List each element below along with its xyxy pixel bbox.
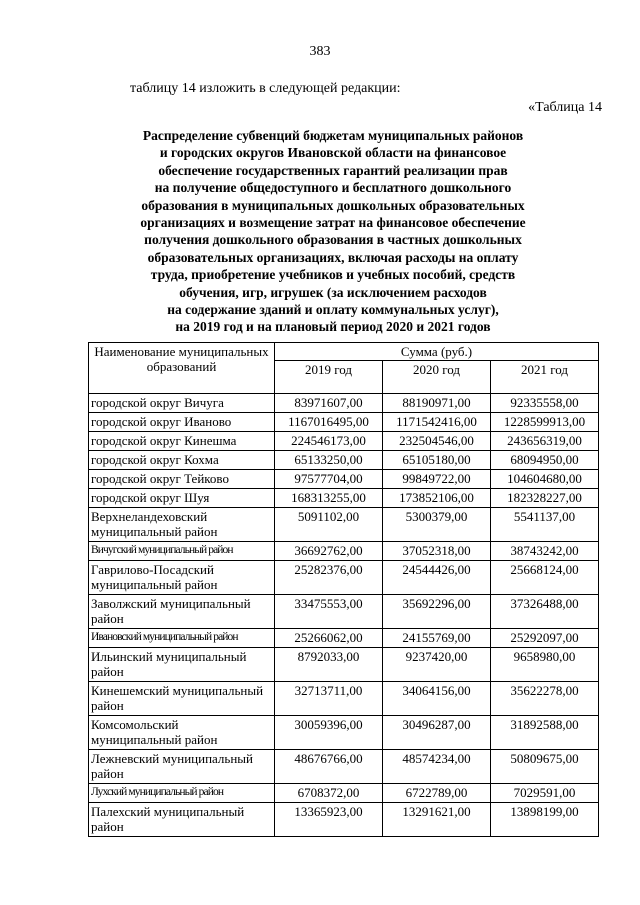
table-row — [89, 470, 599, 489]
header-year-2021: 2021 год — [491, 361, 599, 394]
table-row — [89, 561, 599, 595]
title-line: образования в муниципальных дошкольных образовательных — [141, 197, 525, 213]
row-value-2019: 33475553,00 — [275, 595, 383, 629]
table-row — [89, 489, 599, 508]
row-value-2020: 24544426,00 — [383, 561, 491, 595]
row-value-2020: 99849722,00 — [383, 470, 491, 489]
row-value-2020: 48574234,00 — [383, 750, 491, 784]
table-row — [89, 750, 599, 784]
row-value-2020: 35692296,00 — [383, 595, 491, 629]
row-name: Гаврилово-Посадский муниципальный район — [89, 561, 275, 595]
row-value-2021: 35622278,00 — [491, 682, 599, 716]
table-row — [89, 542, 599, 561]
title-line: обеспечение государственных гарантий реализации прав — [158, 162, 508, 178]
row-value-2021: 182328227,00 — [491, 489, 599, 508]
row-value-2021: 50809675,00 — [491, 750, 599, 784]
row-value-2019: 36692762,00 — [275, 542, 383, 561]
table-row — [89, 648, 599, 682]
row-value-2020: 13291621,00 — [383, 803, 491, 837]
title-line: организациях и возмещение затрат на финансовое обеспечение — [140, 215, 526, 231]
row-value-2019: 224546173,00 — [275, 432, 383, 451]
row-value-2021: 5541137,00 — [491, 508, 599, 542]
title-line: Распределение субвенций бюджетам муниципальных районов — [142, 128, 524, 143]
row-value-2021: 7029591,00 — [491, 784, 599, 803]
row-value-2021: 25292097,00 — [491, 629, 599, 648]
row-name: Лежневский муниципальный район — [89, 750, 275, 784]
table-row — [89, 508, 599, 542]
table-row — [89, 629, 599, 648]
row-name: Палехский муниципальный район — [89, 803, 275, 837]
table-row — [89, 784, 599, 803]
row-value-2021: 38743242,00 — [491, 542, 599, 561]
header-year-2020: 2020 год — [383, 361, 491, 394]
row-value-2021: 9658980,00 — [491, 648, 599, 682]
table-label: «Таблица 14 — [528, 100, 602, 115]
row-value-2021: 13898199,00 — [491, 803, 599, 837]
table-row — [89, 432, 599, 451]
row-value-2021: 37326488,00 — [491, 595, 599, 629]
title-line: труда, приобретение учебников и учебных пособий, средств — [150, 267, 516, 283]
row-value-2021: 1228599913,00 — [491, 413, 599, 432]
title-line: на 2019 год и на плановый период 2020 и 2021 годов — [175, 319, 491, 335]
row-value-2020: 1171542416,00 — [383, 413, 491, 432]
row-value-2020: 34064156,00 — [383, 682, 491, 716]
row-name: Вичугский муниципальный район — [89, 542, 275, 561]
table-row — [89, 394, 599, 413]
row-name: городской округ Кинешма — [89, 432, 275, 451]
table-row — [89, 682, 599, 716]
row-value-2021: 243656319,00 — [491, 432, 599, 451]
row-value-2019: 1167016495,00 — [275, 413, 383, 432]
row-name: Кинешемский муниципальный район — [89, 682, 275, 716]
row-value-2019: 83971607,00 — [275, 394, 383, 413]
row-name: городской округ Иваново — [89, 413, 275, 432]
row-name: Ильинский муниципальный район — [89, 648, 275, 682]
table-row — [89, 451, 599, 470]
row-name: Верхнеландеховский муниципальный район — [89, 508, 275, 542]
row-name: Комсомольский муниципальный район — [89, 716, 275, 750]
title-line: обучения, игр, игрушек (за исключением расходов — [179, 284, 487, 300]
row-value-2019: 30059396,00 — [275, 716, 383, 750]
row-value-2020: 9237420,00 — [383, 648, 491, 682]
row-value-2019: 65133250,00 — [275, 451, 383, 470]
row-value-2021: 31892588,00 — [491, 716, 599, 750]
header-sum-column: Сумма (руб.) — [275, 343, 599, 361]
row-name: городской округ Шуя — [89, 489, 275, 508]
row-value-2019: 168313255,00 — [275, 489, 383, 508]
row-name: Ивановский муниципальный район — [89, 629, 275, 648]
title-line: на получение общедоступного и бесплатного дошкольного — [154, 180, 512, 196]
subventions-table — [88, 342, 599, 837]
row-value-2020: 173852106,00 — [383, 489, 491, 508]
title-line: на содержание зданий и оплату коммунальных услуг), — [167, 302, 499, 318]
row-name: городской округ Тейково — [89, 470, 275, 489]
row-value-2021: 68094950,00 — [491, 451, 599, 470]
row-name: городской округ Кохма — [89, 451, 275, 470]
row-value-2020: 65105180,00 — [383, 451, 491, 470]
table-row — [89, 595, 599, 629]
row-value-2019: 25282376,00 — [275, 561, 383, 595]
row-value-2020: 37052318,00 — [383, 542, 491, 561]
row-value-2019: 25266062,00 — [275, 629, 383, 648]
row-value-2020: 30496287,00 — [383, 716, 491, 750]
row-name: городской округ Вичуга — [89, 394, 275, 413]
row-value-2019: 32713711,00 — [275, 682, 383, 716]
row-value-2021: 104604680,00 — [491, 470, 599, 489]
table-row — [89, 803, 599, 837]
row-value-2019: 8792033,00 — [275, 648, 383, 682]
row-value-2020: 88190971,00 — [383, 394, 491, 413]
title-line: и городских округов Ивановской области на финансовое — [159, 145, 507, 161]
header-name-column: Наименование муниципальных образований — [89, 343, 275, 394]
page-number: 383 — [309, 44, 331, 59]
table-title — [100, 127, 566, 336]
header-year-2019: 2019 год — [275, 361, 383, 394]
row-value-2019: 5091102,00 — [275, 508, 383, 542]
row-value-2020: 5300379,00 — [383, 508, 491, 542]
row-value-2020: 232504546,00 — [383, 432, 491, 451]
row-name: Лухский муниципальный район — [89, 784, 275, 803]
row-value-2020: 6722789,00 — [383, 784, 491, 803]
title-line: образовательных организациях, включая расходы на оплату — [147, 249, 519, 265]
row-name: Заволжский муниципальный район — [89, 595, 275, 629]
row-value-2019: 13365923,00 — [275, 803, 383, 837]
intro-text: таблицу 14 изложить в следующей редакции: — [130, 81, 401, 96]
table-row — [89, 716, 599, 750]
row-value-2019: 97577704,00 — [275, 470, 383, 489]
row-value-2019: 6708372,00 — [275, 784, 383, 803]
row-value-2019: 48676766,00 — [275, 750, 383, 784]
title-line: получения дошкольного образования в частных дошкольных — [144, 232, 522, 248]
row-value-2020: 24155769,00 — [383, 629, 491, 648]
row-value-2021: 92335558,00 — [491, 394, 599, 413]
table-row — [89, 413, 599, 432]
row-value-2021: 25668124,00 — [491, 561, 599, 595]
